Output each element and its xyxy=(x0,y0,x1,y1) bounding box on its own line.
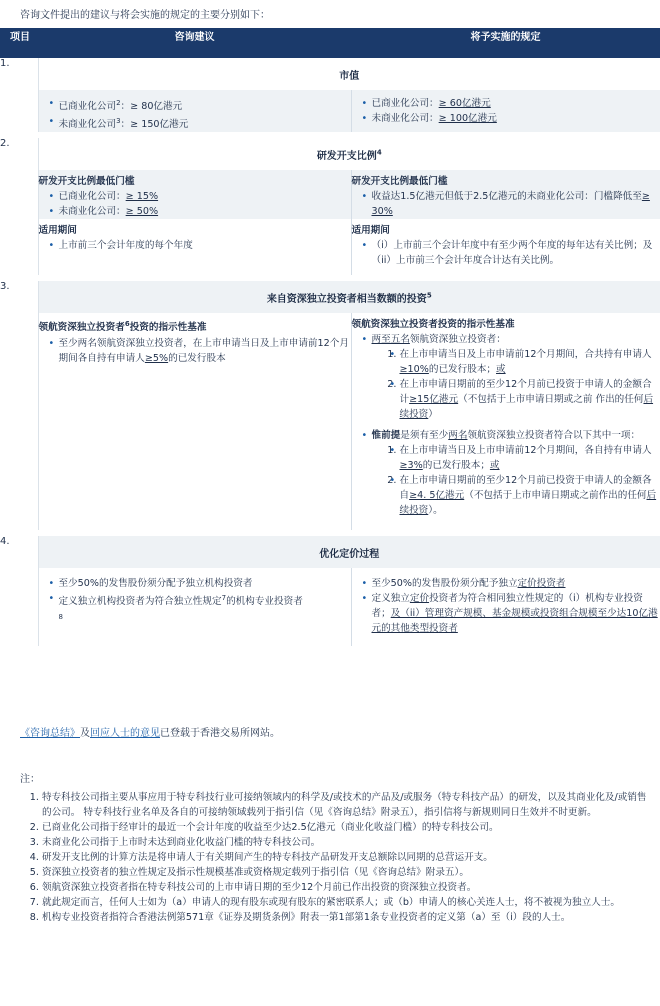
section-number: 1. xyxy=(0,58,38,135)
footnote: 6. 领航资深独立投资者指在特专科技公司的上市申请日期的至少12个月前已作出投资的资深独立投资者。 xyxy=(42,880,650,895)
list-item: • 已商业化公司：≥ 60亿港元 xyxy=(372,96,660,111)
footnotes xyxy=(20,790,650,925)
consultation-summary-link[interactable]: 《咨询总结》 xyxy=(20,728,80,739)
subheading: 研发开支比例最低门槛 xyxy=(38,176,135,188)
list-item: • 惟前提是须有至少两名领航资深独立投资者符合以下其中一项： • 1. 在上市申请当日及上市申请前12个月期间，各自持有申请人≥3%的已发行股本；或 • 2. 在上市申请日期前的至少12个月前已投资于申请人的金额各自≥4. 5亿港元（不包括于上市申请日期或之前作出的任何后续投资）。 xyxy=(372,428,660,518)
intro-text: 咨询文件提出的建议与将会实施的规定的主要分别如下： xyxy=(20,10,270,21)
subheading: 适用期间 xyxy=(351,225,390,237)
proposal-cell xyxy=(38,313,351,533)
list-item: • 至少50%的发售股份须分配予独立定价投资者 xyxy=(372,576,660,591)
footnote: 3. 未商业化公司指于上市时未达到商业化收益门槛的特专科技公司。 xyxy=(42,835,650,850)
section-number: 2. xyxy=(0,135,38,278)
header-item: 项目 xyxy=(0,28,38,58)
subheading: 研发开支比例最低门槛 xyxy=(351,176,448,188)
publication-links: 《咨询总结》及回应人士的意见已登载于香港交易所网站。 xyxy=(20,728,280,739)
list-item: • 至少两名领航资深独立投资者，在上市申请当日及上市申请前12个月期间各自持有申请人≥5%的已发行股本 xyxy=(59,336,351,366)
section-pricing xyxy=(0,533,660,568)
list-item: • 未商业化公司$^3$：≥ 150亿港元 xyxy=(59,114,351,132)
list-item: • 两至五名领航资深独立投资者： • 1. 在上市申请当日及上市申请前12个月期间，合共持有申请人≥10%的已发行股本；或 • 2. 在上市申请日期前的至少12个月前已投资于申请人的金额合计≥15亿港元（不包括于上市申请日期或之前 作出的任何后续投资） xyxy=(372,332,660,422)
section-number: 3. xyxy=(0,278,38,533)
subheading: 适用期间 xyxy=(38,225,77,237)
section-investors xyxy=(0,278,660,313)
comparison-table xyxy=(0,28,660,646)
section-number: 4. xyxy=(0,533,38,646)
section-market-cap xyxy=(0,58,660,90)
subheading: 领航资深独立投资者$^6$投资的指示性基准 xyxy=(38,320,207,334)
list-item: • 已商业化公司$^2$：≥ 80亿港元 xyxy=(59,96,351,114)
responses-link[interactable]: 回应人士的意见 xyxy=(90,728,160,739)
footnote: 5. 资深独立投资者的独立性规定及指示性规模基准或资格规定载列于指引信（见《咨询总结》附录五）。 xyxy=(42,865,650,880)
footnote: 1. 特专科技公司指主要从事应用于特专科技行业可接纳领域内的科学及/或技术的产品及/或服务（特专科技产品）的研发，以及其商业化及/或销售的公司。 特专科技行业名单及各自的可接纳领域载列于指引信（见《咨询总结》附录五），指引信将与新规则同日生效并不时更新。 xyxy=(42,790,650,820)
final-cell xyxy=(351,568,660,646)
list-item: • 至少50%的发售股份须分配予独立机构投资者 xyxy=(59,576,351,591)
header-final: 将予实施的规定 xyxy=(351,28,660,58)
list-item: • 未商业化公司：≥ 100亿港元 xyxy=(372,111,660,126)
proposal-cell xyxy=(38,219,351,278)
section-title: 优化定价过程 xyxy=(38,533,660,568)
footnote: 4. 研发开支比例的计算方法是将申请人于有关期间产生的特专科技产品研发开支总额除以同期的总营运开支。 xyxy=(42,850,650,865)
header-proposal: 咨询建议 xyxy=(38,28,351,58)
proposal-cell xyxy=(38,568,351,646)
final-cell xyxy=(351,219,660,278)
notes-title: 注： xyxy=(20,774,40,785)
proposal-cell xyxy=(38,170,351,219)
sub-item: • 2. 在上市申请日期前的至少12个月前已投资于申请人的金额合计≥15亿港元（不包括于上市申请日期或之前 作出的任何后续投资） xyxy=(400,377,660,422)
table-header xyxy=(0,28,660,58)
subheading: 领航资深独立投资者投资的指示性基准 xyxy=(351,319,515,331)
list-item: • 已商业化公司：≥ 15% xyxy=(59,189,351,204)
list-item: • （i）上市前三个会计年度中有至少两个年度的每年达有关比例；及（ii）上市前三个会计年度合计达有关比例。 xyxy=(372,238,660,268)
sub-item: • 1. 在上市申请当日及上市申请前12个月期间，各自持有申请人≥3%的已发行股本；或 xyxy=(400,443,660,473)
footnote: 8. 机构专业投资者指符合香港法例第571章《证券及期货条例》附表一第1部第1条专业投资者的定义第（a）至（i）段的人士。 xyxy=(42,910,650,925)
footnote: 2. 已商业化公司指于经审计的最近一个会计年度的收益至少达2.5亿港元（商业化收益门槛）的特专科技公司。 xyxy=(42,820,650,835)
sub-item: • 2. 在上市申请日期前的至少12个月前已投资于申请人的金额各自≥4. 5亿港元（不包括于上市申请日期或之前作出的任何后续投资）。 xyxy=(400,473,660,518)
section-title: 来自资深独立投资者相当数额的投资$^5$ xyxy=(38,278,660,313)
list-item: • 未商业化公司：≥ 50% xyxy=(59,204,351,219)
final-cell xyxy=(351,170,660,219)
section-rd-ratio xyxy=(0,135,660,170)
section-title: 研发开支比例$^4$ xyxy=(38,135,660,170)
footnote: 7. 就此规定而言，任何人士如为（a）申请人的现有股东或现有股东的紧密联系人；或（b）申请人的核心关连人士，将不被视为独立人士。 xyxy=(42,895,650,910)
final-cell xyxy=(351,90,660,135)
list-item: • 收益达1.5亿港元但低于2.5亿港元的未商业化公司：门槛降低至≥ 30% xyxy=(372,189,660,219)
list-item: • 定义独立机构投资者为符合独立性规定$^7$的机构专业投资者 $^8$ xyxy=(59,591,351,627)
list-item: • 定义独立定价投资者为符合相同独立性规定的（i）机构专业投资者；及（ii）管理资产规模、基金规模或投资组合规模至少达10亿港元的其他类型投资者 xyxy=(372,591,660,636)
proposal-cell xyxy=(38,90,351,135)
sub-item: • 1. 在上市申请当日及上市申请前12个月期间，合共持有申请人≥10%的已发行股本；或 xyxy=(400,347,660,377)
list-item: • 上市前三个会计年度的每个年度 xyxy=(59,238,351,253)
section-title: 市值 xyxy=(38,58,660,90)
final-cell xyxy=(351,313,660,533)
